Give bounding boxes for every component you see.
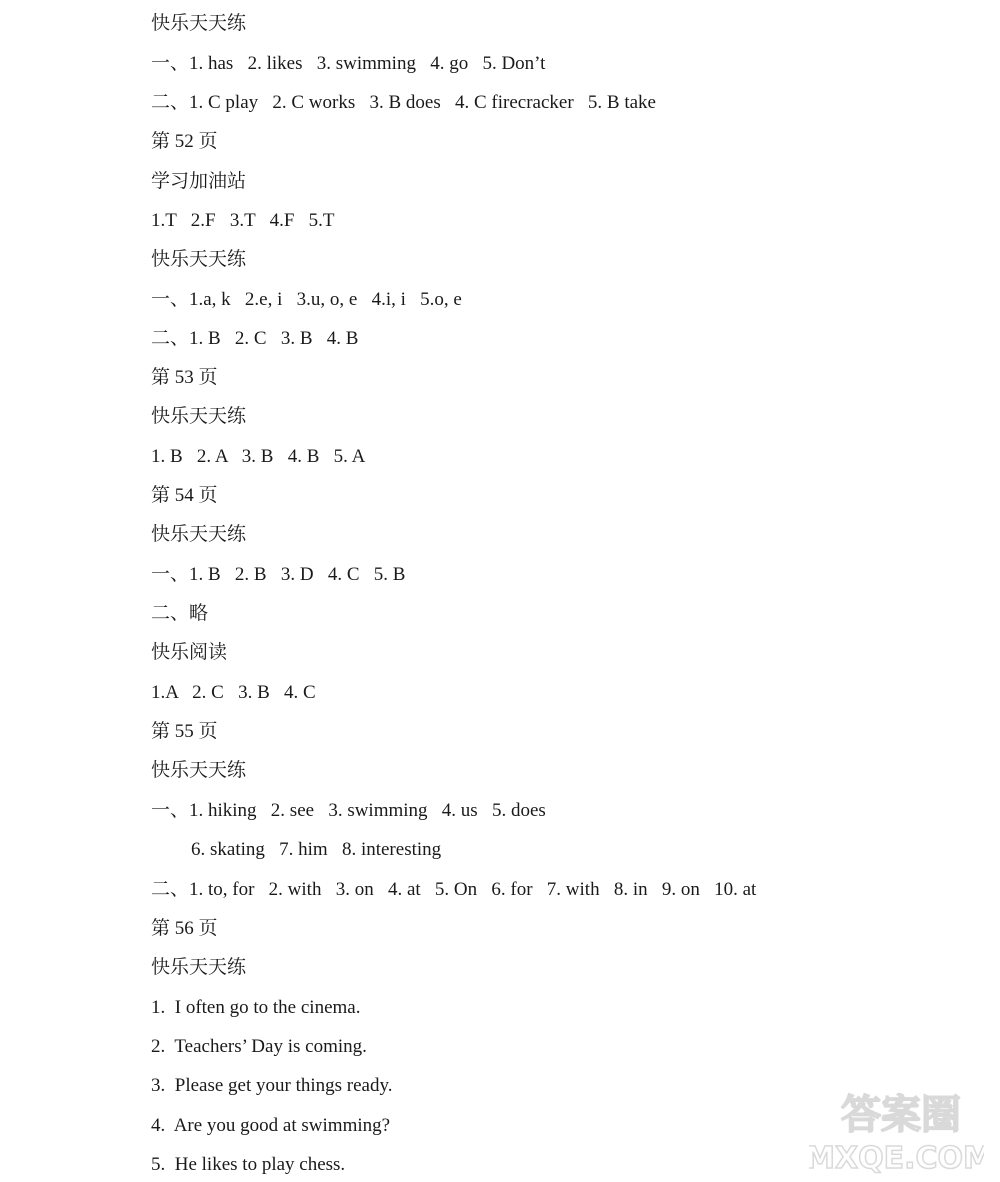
- text-line: 1.A 2. C 3. B 4. C: [151, 682, 316, 703]
- text-line: 快乐天天练: [151, 406, 247, 427]
- text-line: 1.T 2.F 3.T 4.F 5.T: [151, 210, 335, 231]
- watermark-graphic: [809, 1076, 984, 1176]
- text-line: 二、略: [151, 603, 209, 624]
- watermark-logo: [809, 1076, 984, 1176]
- text-line: 一、1.a, k 2.e, i 3.u, o, e 4.i, i 5.o, e: [151, 289, 462, 310]
- text-line: 二、1. to, for 2. with 3. on 4. at 5. On 6. for 7. with 8. in 9. on 10. at: [151, 879, 757, 900]
- text-line: 1. B 2. A 3. B 4. B 5. A: [151, 446, 366, 467]
- text-line: 第 55 页: [151, 721, 218, 742]
- text-line: 快乐天天练: [151, 13, 247, 34]
- text-line: 一、1. B 2. B 3. D 4. C 5. B: [151, 564, 406, 585]
- text-line: 5. He likes to play chess.: [151, 1154, 346, 1175]
- text-line: 二、1. B 2. C 3. B 4. B: [151, 328, 359, 349]
- text-line: 学习加油站: [151, 171, 247, 192]
- text-line: 第 54 页: [151, 485, 218, 506]
- text-line: 快乐天天练: [151, 249, 247, 270]
- text-line: 快乐天天练: [151, 760, 247, 781]
- watermark-bottom-text: MXQE.COM: [809, 1141, 984, 1176]
- text-line: 二、1. C play 2. C works 3. B does 4. C firecracker 5. B take: [151, 92, 656, 113]
- text-line: 快乐天天练: [151, 524, 247, 545]
- text-line: 一、1. has 2. likes 3. swimming 4. go 5. Don’t: [151, 53, 546, 74]
- text-line: 第 53 页: [151, 367, 218, 388]
- text-line: 快乐阅读: [151, 642, 228, 663]
- text-line: 4. Are you good at swimming?: [151, 1115, 391, 1136]
- text-line: 一、1. hiking 2. see 3. swimming 4. us 5. does: [151, 800, 546, 821]
- text-line: 3. Please get your things ready.: [151, 1075, 393, 1096]
- text-line: 1. I often go to the cinema.: [151, 997, 361, 1018]
- text-line: 第 52 页: [151, 131, 218, 152]
- text-line: 2. Teachers’ Day is coming.: [151, 1036, 367, 1057]
- text-line: 第 56 页: [151, 918, 218, 939]
- text-line: 快乐天天练: [151, 957, 247, 978]
- watermark-top-text: 答案圈: [841, 1092, 961, 1138]
- text-line: 6. skating 7. him 8. interesting: [191, 839, 442, 860]
